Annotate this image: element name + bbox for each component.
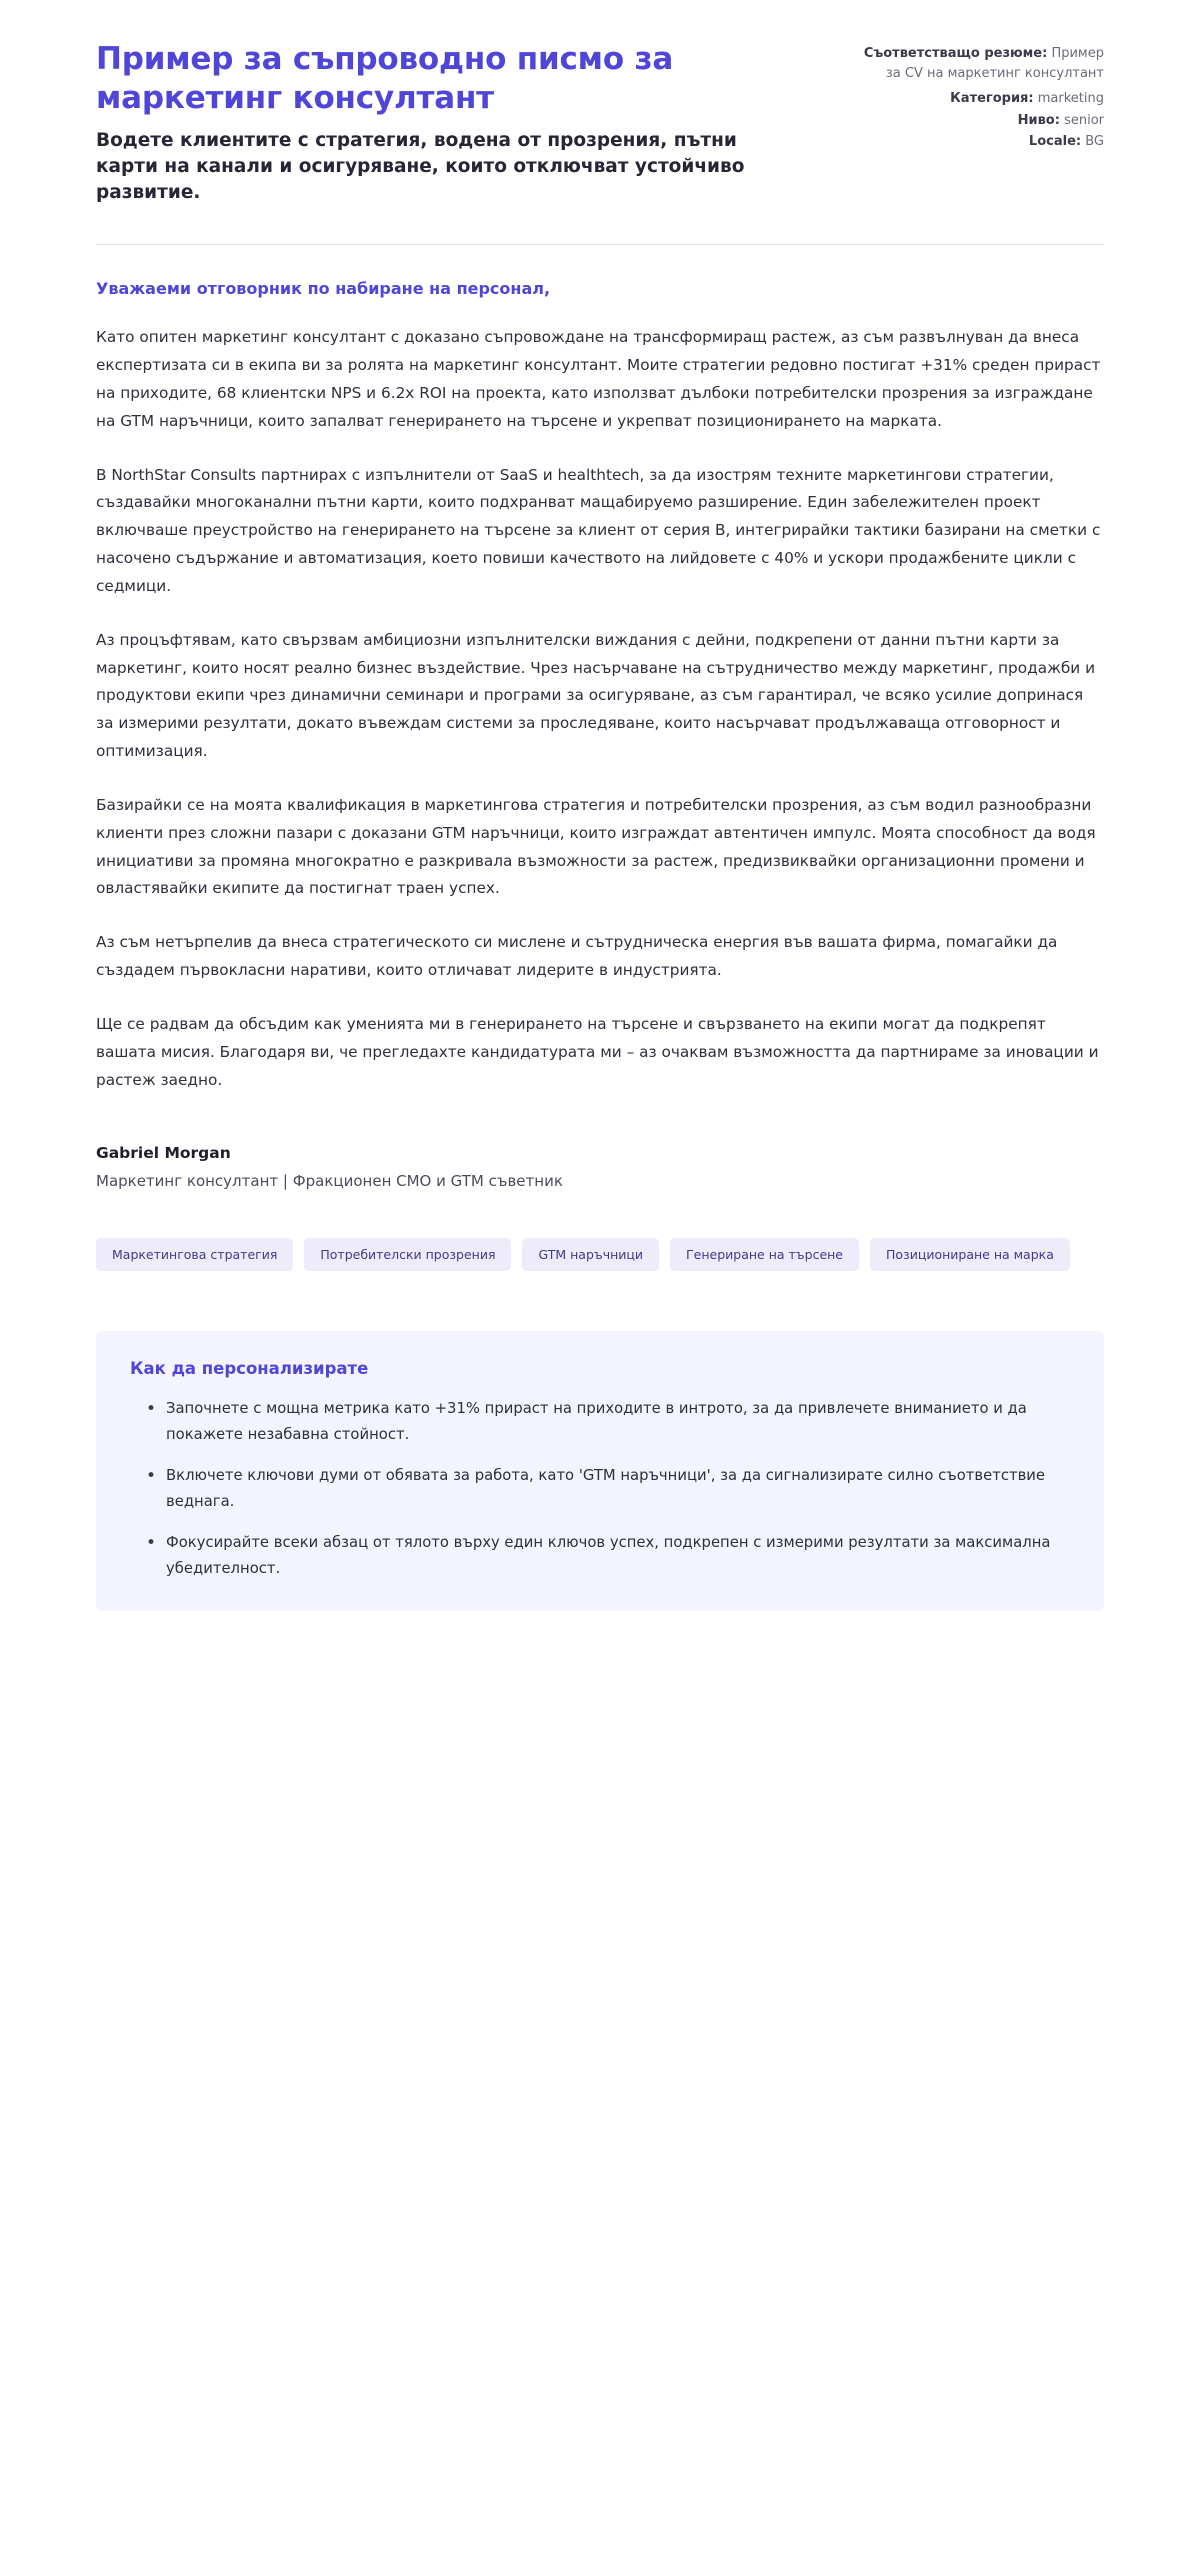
meta-matching-cv-label: Съответстващо резюме: [863, 46, 1048, 61]
letter-paragraph: Аз процъфтявам, като свързвам амбициозни изпълнителски виждания с дейни, подкрепени от данни пътни карти за маркетинг, които носят реално бизнес въздействие. Чрез насърчаване на сътрудничество между маркетинг, продажби и продуктови екипи чрез динамични семинари и програми за осигуряване, аз съм гарантирал, че всяко усилие допринася за измерими резултати, докато въвеждам системи за проследяване, които насърчават продължаваща отговорност и оптимизация. [96, 630, 1096, 761]
meta-matching-cv [854, 44, 1104, 83]
letter-paragraph: Аз съм нетърпелив да внеса стратегическото си мислене и сътрудническа енергия във вашата фирма, помагайки да създадем първокласни наративи, които отличават лидерите в индустрията. [96, 933, 1058, 980]
skill-tag-list [96, 1238, 1104, 1271]
signature-name: Gabriel Morgan [96, 1144, 231, 1163]
skill-tag[interactable]: Потребителски прозрения [304, 1238, 511, 1271]
skill-tag[interactable]: Генериране на търсене [670, 1238, 859, 1271]
page-subtitle: Водете клиентите с стратегия, водена от прозрения, пътни карти на канали и осигуряване, които отключват устойчиво развитие. [96, 129, 745, 204]
personalization-tips-panel [96, 1331, 1104, 1611]
tips-list-item: • Включете ключови думи от обявата за работа, като 'GTM наръчници', за да сигнализирате силно съответствие веднага. [152, 1463, 1070, 1514]
meta-level-value: senior [1064, 112, 1104, 128]
tips-list [130, 1396, 1070, 1581]
document-metadata [854, 40, 1104, 154]
meta-locale-label: Locale: [1028, 134, 1082, 149]
document-header [96, 40, 1104, 206]
meta-category-label: Категория: [950, 91, 1034, 106]
meta-locale-value: BG [1085, 134, 1104, 149]
letter-paragraph: В NorthStar Consults партнирах с изпълнители от SaaS и healthtech, за да изострям техните маркетингови стратегии, създавайки многоканални пътни карти, които подхранват мащабируемо разширение. Един забележителен проект включваше преустройство на генерирането на търсене за клиент от серия B, интегрирайки тактики базирани на сметки с насочено съдържание и автоматизация, което повиши качеството на лийдовете с 40% и ускори продажбените цикли с седмици. [96, 465, 1101, 595]
header-divider [96, 244, 1104, 245]
letter-paragraph: Базирайки се на моята квалификация в маркетингова стратегия и потребителски прозрения, аз съм водил разнообразни клиенти през сложни пазари с доказани GTM наръчници, които изграждат автентичен импулс. Моята способност да водя инициативи за промяна многократно е разкривала възможности за растеж, предизвиквайки организационни промени и овластявайки екипите да постигнат траен успех. [96, 795, 1096, 898]
letter-paragraph: Ще се радвам да обсъдим как уменията ми в генерирането на търсене и свързването на екипи могат да подкрепят вашата мисия. Благодаря ви, че прегледахте кандидатурата ми – аз очаквам възможността да партнираме за иновации и растеж заедно. [96, 1014, 1099, 1089]
salutation: Уважаеми отговорник по набиране на персонал, [96, 279, 551, 299]
tips-list-item: • Фокусирайте всеки абзац от тялото върху един ключов успех, подкрепен с измерими резултати за максимална убедителност. [152, 1530, 1070, 1581]
header-title-block [96, 40, 796, 206]
meta-category-value: marketing [1037, 91, 1104, 106]
skill-tag[interactable]: Маркетингова стратегия [96, 1238, 293, 1271]
tips-list-item: • Започнете с мощна метрика като +31% прираст на приходите в интрото, за да привлечете вниманието и да покажете незабавна стойност. [152, 1396, 1070, 1447]
letter-paragraph: Като опитен маркетинг консултант с доказано съпровождане на трансформиращ растеж, аз съм развълнуван да внеса експертизата си в екипа ви за ролята на маркетинг консултант. Моите стратегии редовно постигат +31% среден прираст на приходите, 68 клиентски NPS и 6.2x ROI на проекта, като използват дълбоки потребителски прозрения за изграждане на GTM наръчници, които запалват генерирането на търсене и укрепват позиционирането на марката. [96, 328, 1101, 430]
meta-level [854, 111, 1104, 131]
meta-matching-cv-value: Пример за CV на маркетинг консултант [885, 46, 1104, 81]
meta-level-label: Ниво: [1017, 112, 1060, 128]
skill-tag[interactable]: Позициониране на марка [870, 1238, 1070, 1271]
meta-locale [854, 132, 1104, 152]
skill-tag[interactable]: GTM наръчници [522, 1238, 659, 1271]
page-title: Пример за съпроводно писмо за маркетинг консултант [96, 41, 674, 116]
signature-role: Маркетинг консултант | Фракционен CMO и GTM съветник [96, 1172, 563, 1191]
signature-block [96, 1144, 1104, 1190]
tips-title: Как да персонализирате [130, 1359, 369, 1379]
cover-letter-body [96, 279, 1104, 1190]
meta-category [854, 89, 1104, 109]
page-bottom-spacer [96, 1611, 1104, 1681]
